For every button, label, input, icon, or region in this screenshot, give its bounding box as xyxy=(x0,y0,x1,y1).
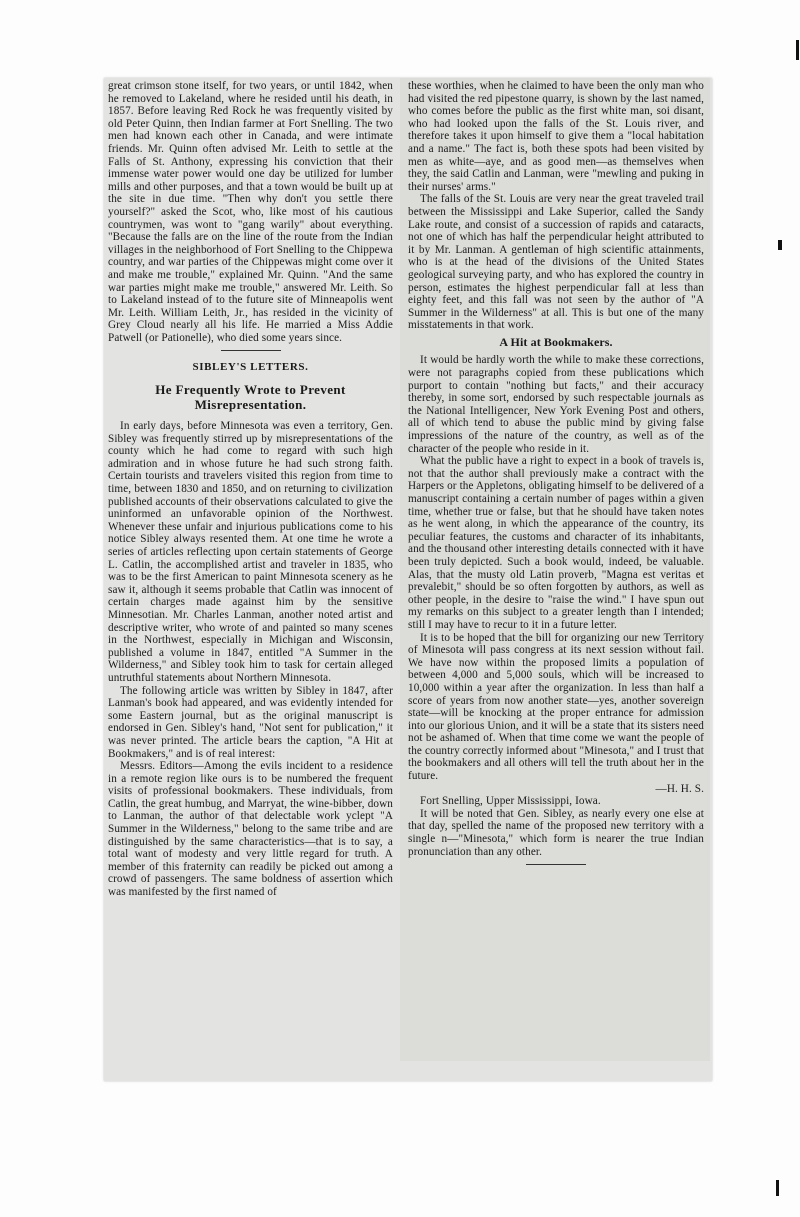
scan-edge-mark xyxy=(796,40,799,60)
left-column xyxy=(108,80,393,899)
end-rule xyxy=(526,864,586,865)
letter-paragraph: Messrs. Editors—Among the evils incident to a residence in a remote region like ours is to be numbered the frequent visits of professional bookmakers. These individuals, from Catlin, the great humbug, and Marryat, the wine-bibber, down to Lanman, the author of that delectable work yclept "A Summer in the Wilderness," belong to the same tribe and are distinguished by the same characteristics—that is to say, a total want of modesty and very little regard for truth. A member of this fraternity can readily be picked out among a crowd of passengers. The same boldness of assertion which was manifested by the first named of xyxy=(108,760,393,899)
article-paragraph: The following article was written by Sibley in 1847, after Lanman's book had appeared, and was evidently intended for some Eastern journal, but as the original manuscript is endorsed in Gen. Sibley's hand, "Not sent for publication," it was never printed. The article bears the caption, "A Hit at Bookmakers," and is of real interest: xyxy=(108,684,393,760)
letter-dateline: Fort Snelling, Upper Mississippi, Iowa. xyxy=(420,795,601,808)
closing-paragraph: It will be noted that Gen. Sibley, as nearly every one else at that day, spelled the name of the proposed new territory with a single n—"Minesota," which form is nearer the true Indian pronunciation than any other. xyxy=(408,807,704,858)
scan-edge-mark xyxy=(776,1180,779,1196)
letter-paragraph: What the public have a right to expect in a book of travels is, not that the author shall previously make a contract with the Harpers or the Appletons, obligating himself to be delivered of a manuscript containing a certain number of pages within a given time, whether true or false, but that he should have taken notes as he went along, in which the appearance of the country, its peculiar features, the customs and character of its inhabitants, and the thousand other interesting details connected with it have been truly depicted. Such a book would, indeed, be valuable. Alas, that the musty old Latin proverb, "Magna est veritas et prevalebit," should be so often forgotten by authors, as well as other people, in the desire to "raise the wind." I have spun out my remarks on this subject to a greater length than I intended; still I may have to recur to it in a future letter. xyxy=(408,455,704,631)
letter-paragraph-continued: these worthies, when he claimed to have been the only man who had visited the red pipestone quarry, is shown by the last named, who comes before the public as the first white man, soi disant, who had looked upon the falls of the St. Louis river, and therefore takes it upon himself to give them a "local habitation and a name." The fact is, both these spots had been visited by men as white—aye, and as good men—as themselves when they, the said Catlin and Lanman, were "mewling and puking in their nurses' arms." xyxy=(408,80,704,193)
scan-edge-mark xyxy=(778,240,782,250)
section-heading: SIBLEY'S LETTERS. xyxy=(192,361,309,374)
article-subheading: He Frequently Wrote to Prevent Misrepresentation. xyxy=(155,382,346,413)
left-paragraph-continued: great crimson stone itself, for two years, or until 1842, when he removed to Lakeland, where he resided until his death, in 1857. Before leaving Red Rock he was frequently visited by old Peter Quinn, then Indian farmer at Fort Snelling. The two men had known each other in Canada, and were intimate friends. Mr. Quinn often advised Mr. Leith to settle at the Falls of St. Anthony, expressing his conviction that their immense water power would one day be utilized for lumber mills and other purposes, and that a town would be built up at the site in due time. "Then why don't you settle there yourself?" asked the Scot, who, like most of his cautious countrymen, was wont to "gang warily" about everything. "Because the falls are on the line of the route from the Indian villages in the neighborhood of Fort Snelling to the Chippewa country, and war parties of the Chippewas might come over it and make me trouble," explained Mr. Quinn. "And the same war parties might make me trouble," answered Mr. Leith. So to Lakeland instead of to the future site of Minneapolis went Mr. Leith. William Leith, Jr., has resided in the vicinity of Grey Cloud nearly all his life. He married a Miss Addie Patwell (or Pationelle), who died some years since. xyxy=(108,80,393,344)
letter-paragraph: It would be hardly worth the while to make these corrections, were not paragraphs copied from these publications which purport to contain "nothing but facts," and their accuracy thereby, in some sort, endorsed by such respectable journals as the National Intelligencer, New York Evening Post and others, all of which tend to abuse the public mind by giving false impressions of the nature of the country, as well as of the character of the people who reside in it. xyxy=(408,354,704,455)
letter-paragraph: The falls of the St. Louis are very near the great traveled trail between the Mississippi and Lake Superior, called the Sandy Lake route, and consist of a succession of rapids and cataracts, not one of which has half the perpendicular height attributed to it by Mr. Lanman. A gentleman of high scientific attainments, who is at the head of the divisions of the United States geological surveying party, and who has explored the country in person, estimates the highest perpendicular fall at less than eighty feet, and this fall was not seen by the author of "A Summer in the Wilderness" at all. This is but one of the many misstatements in that work. xyxy=(408,193,704,332)
right-column xyxy=(408,80,704,871)
letter-paragraph: It is to be hoped that the bill for organizing our new Territory of Minesota will pass congress at its next session without fail. We have now within the proposed limits a population of between 4,000 and 5,000 souls, which will be increased to 10,000 within a year after the organization. In less than half a score of years from now another state—yes, another sovereign state—will be knocking at the proper entrance for admission into our glorious Union, and it will be a state that its sisters need not be ashamed of. When that time come we want the people of the country correctly informed about "Minesota," and I trust that the bookmakers and all others will tell the truth about her in the future. xyxy=(408,631,704,783)
article-paragraph: In early days, before Minnesota was even a territory, Gen. Sibley was frequently stirred up by misrepresentations of the county which he had come to regard with such high admiration and in whose future he had such strong faith. Certain tourists and travelers visited this region from time to time, between 1830 and 1850, and on returning to civilization published accounts of their observations calculated to give the uninformed an unfavorable opinion of the Northwest. Whenever these unfair and injurious publications come to his notice Sibley always resented them. At one time he wrote a series of articles reflecting upon certain statements of George L. Catlin, the accomplished artist and traveler in 1835, who was to be the first American to paint Minnesota scenery as he saw it, although it seems probable that Catlin was innocent of certain charges made against him by the sensitive Minnesotian. Mr. Charles Lanman, another noted artist and descriptive writer, who wrote of and painted so many scenes in the Northwest, especially in Michigan and Wisconsin, published a volume in 1847, entitled "A Summer in the Wilderness," and Sibley took him to task for certain alleged untruthful statements about Northern Minnesota. xyxy=(108,420,393,684)
section-heading: A Hit at Bookmakers. xyxy=(499,334,613,349)
divider-rule xyxy=(221,350,281,351)
letter-signature: —H. H. S. xyxy=(655,782,704,795)
